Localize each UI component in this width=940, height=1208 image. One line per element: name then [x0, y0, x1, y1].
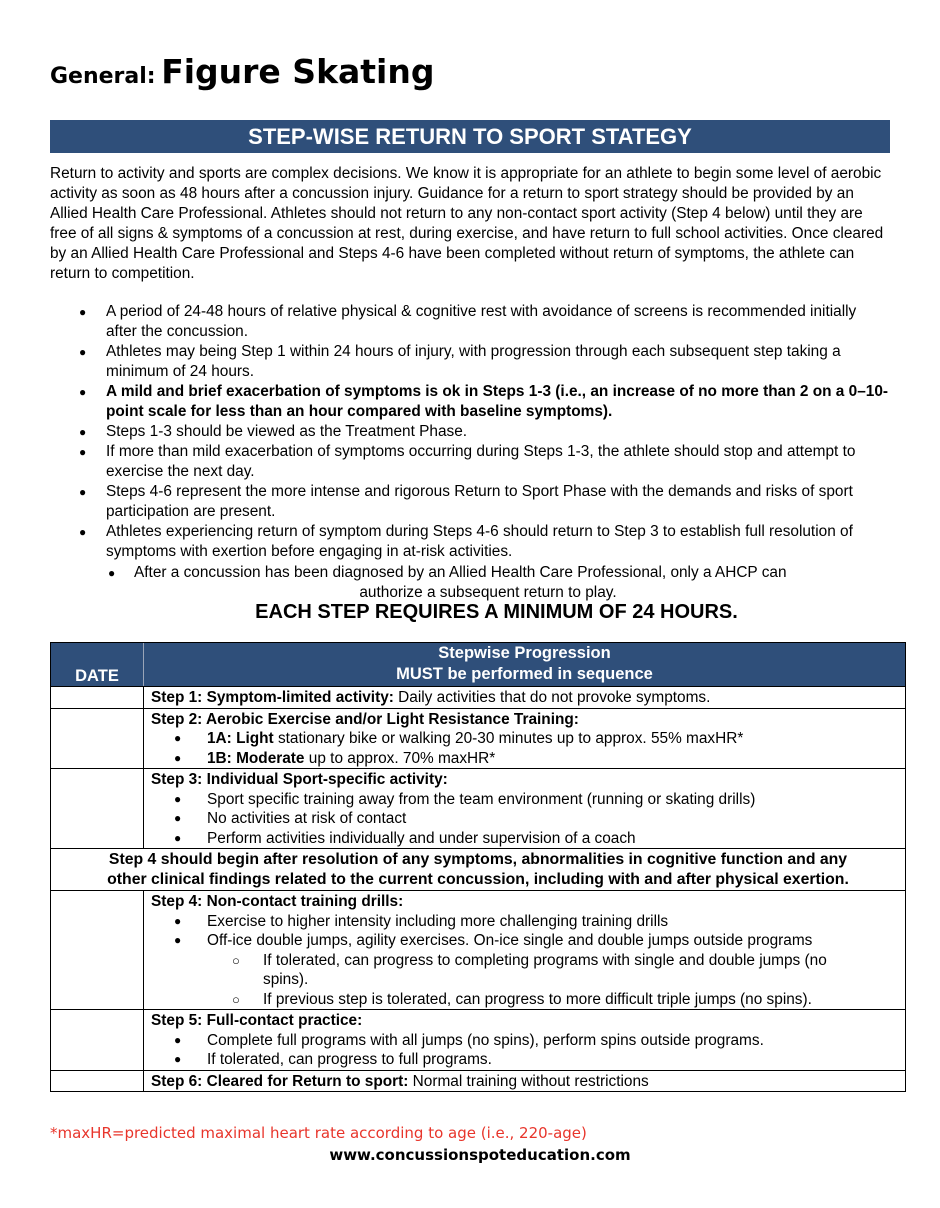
step2-1a-text: stationary bike or walking 20-30 minutes up to approx. 55% maxHR* [273, 730, 744, 747]
progression-header [144, 643, 905, 686]
table-row-step4 [51, 891, 905, 1010]
bullet-icon: ● [174, 933, 182, 947]
title-main: Figure Skating [161, 52, 435, 91]
bullet-icon: ● [174, 913, 182, 928]
step3-item: Sport specific training away from the team environment (running or skating drills) [207, 790, 756, 808]
table-row-step5 [51, 1010, 905, 1071]
date-cell[interactable] [51, 1071, 144, 1092]
table-header [51, 643, 905, 687]
table-row-step2 [51, 709, 905, 770]
bullet-icon: ● [174, 731, 182, 745]
table-row-step6 [51, 1071, 905, 1092]
bullet-icon: ● [174, 830, 182, 845]
circle-bullet-icon: ○ [232, 991, 240, 1007]
guidance-list [50, 302, 890, 562]
guidance-item-bold: ● A mild and brief exacerbation of symptoms is ok in Steps 1-3 (i.e., an increase of no more than 2 on a 0–10-point scale for less than an hour compared with baseline symptoms). [50, 382, 890, 422]
ahcp-note-line1: After a concussion has been diagnosed by an Allied Health Care Professional, only a AHCP can [134, 564, 787, 581]
step2-1a-label: 1A: Light [207, 730, 274, 747]
step4-subitem-cont: spins). [263, 971, 309, 988]
step4-item: Exercise to higher intensity including more challenging training drills [207, 912, 669, 930]
step1-label: Step 1: Symptom-limited activity: [151, 689, 394, 706]
minimum-hours-heading: EACH STEP REQUIRES A MINIMUM OF 24 HOURS. [255, 601, 738, 623]
step5-item: If tolerated, can progress to full programs. [207, 1051, 492, 1068]
date-header: DATE [51, 643, 144, 686]
step6-label: Step 6: Cleared for Return to sport: [151, 1072, 409, 1090]
progression-table [50, 642, 906, 1092]
step5-label: Step 5: Full-contact practice: [151, 1012, 363, 1029]
step2-1b-text: up to approx. 70% maxHR* [304, 749, 496, 767]
ahcp-note-line2: authorize a subsequent return to play. [359, 584, 617, 601]
website-url: www.concussionspoteducation.com [329, 1146, 631, 1164]
step4-note-line1: Step 4 should begin after resolution of any symptoms, abnormalities in cognitive function and any [108, 851, 848, 868]
date-cell[interactable] [51, 1010, 144, 1070]
step2-label: Step 2: Aerobic Exercise and/or Light Resistance Training: [151, 710, 579, 728]
step1-text: Daily activities that do not provoke symptoms. [393, 689, 711, 706]
step3-label: Step 3: Individual Sport-specific activity: [151, 771, 448, 788]
guidance-item: ● Steps 4-6 represent the more intense and rigorous Return to Sport Phase with the demands and risks of sport participation are present. [50, 482, 890, 522]
step4-subitem: If previous step is tolerated, can progress to more difficult triple jumps (no spins). [263, 990, 812, 1008]
step6-text: Normal training without restrictions [408, 1072, 649, 1090]
progression-header-line1: Stepwise Progression [438, 644, 611, 662]
step3-item: No activities at risk of contact [207, 810, 407, 827]
progression-header-line2: MUST be performed in sequence [396, 665, 653, 683]
guidance-item: ● If more than mild exacerbation of symptoms occurring during Steps 1-3, the athlete should stop and attempt to exercise the next day. [50, 442, 890, 482]
guidance-item: ● Steps 1-3 should be viewed as the Treatment Phase. [50, 422, 890, 442]
step3-item: Perform activities individually and under supervision of a coach [207, 829, 636, 847]
bullet-icon: ● [174, 811, 182, 825]
table-row-step3 [51, 769, 905, 849]
table-row-step1 [51, 687, 905, 709]
page-title [50, 52, 435, 91]
guidance-item: ● Athletes may being Step 1 within 24 hours of injury, with progression through each subsequent step taking a minimum of 24 hours. [50, 342, 890, 382]
guidance-item: ● A period of 24-48 hours of relative physical & cognitive rest with avoidance of screens is recommended initially after the concussion. [50, 302, 890, 342]
intro-paragraph: Return to activity and sports are complex decisions. We know it is appropriate for an athlete to begin some level of aerobic activity as soon as 48 hours after a concussion injury. Guidance for a return to sport strategy should be provided by an Allied Health Care Professional. Athletes should not return to any non-contact sport activity (Step 4 below) until they are free of all signs & symptoms of a concussion at rest, during exercise, and have return to full school activities. Once cleared by an Allied Health Care Professional and Steps 4-6 have been completed without return of symptoms, the athlete can return to competition. [50, 165, 884, 282]
date-cell[interactable] [51, 687, 144, 708]
bullet-icon: ● [174, 1052, 182, 1066]
step4-note-line2: other clinical findings related to the current concussion, including with and after physical exertion. [107, 871, 849, 888]
bullet-icon: ● [174, 1032, 182, 1047]
step5-item: Complete full programs with all jumps (no spins), perform spins outside programs. [207, 1031, 764, 1049]
date-cell[interactable] [51, 891, 144, 1009]
date-cell[interactable] [51, 709, 144, 769]
step2-1b-label: 1B: Moderate [207, 749, 305, 767]
step4-label: Step 4: Non-contact training drills: [151, 893, 404, 910]
circle-bullet-icon: ○ [232, 952, 240, 968]
step4-subitem: If tolerated, can progress to completing programs with single and double jumps (no [263, 951, 827, 969]
bullet-icon: ● [174, 750, 182, 765]
maxhr-footnote: *maxHR=predicted maximal heart rate according to age (i.e., 220-age) [50, 1124, 587, 1142]
strategy-banner: STEP-WISE RETURN TO SPORT STATEGY [50, 120, 890, 153]
title-prefix: General: [50, 64, 156, 89]
guidance-item: ● Athletes experiencing return of symptom during Steps 4-6 should return to Step 3 to establish full resolution of symptoms with exertion before engaging in at-risk activities. [50, 522, 890, 562]
step4-item: Off-ice double jumps, agility exercises. On-ice single and double jumps outside programs [207, 932, 813, 949]
table-row-step4-note [51, 849, 905, 891]
date-cell[interactable] [51, 769, 144, 848]
bullet-icon: ● [174, 791, 182, 806]
bullet-icon: ● [108, 566, 116, 580]
